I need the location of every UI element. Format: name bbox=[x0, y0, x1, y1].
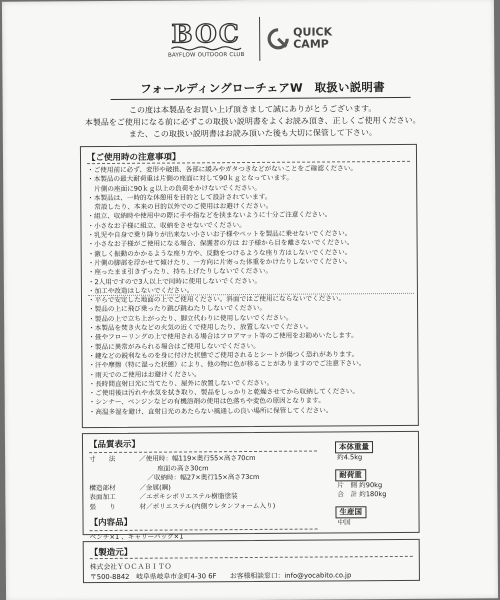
manufacturer-address: 〒500-8842 岐阜県岐阜市金町4-30 6F お客様相談窓口：info@yocabito.co.jp bbox=[89, 571, 352, 582]
usage-note-item: ・ご使用後は汚れや水気を拭き取り、製品をしっかりと乾燥させてから収納してください。 bbox=[88, 387, 360, 398]
usage-note-item: ・小さなお子様がご使用になる場合、保護者の方は お子様から目を離さないでください。 bbox=[87, 238, 354, 249]
quality-spec-list bbox=[89, 454, 319, 513]
usage-note-item: ・長時間直射日光に当てたり、屋外に放置しないでください。 bbox=[88, 378, 274, 388]
usage-note-item: ・本製品は、一時的な休憩用を目的として設計されています。 bbox=[87, 192, 272, 203]
usage-notes-box bbox=[80, 144, 419, 428]
quality-spec-value: ／収納時：幅27×奥行15×高さ73cm bbox=[147, 473, 260, 482]
usage-note-item: ・汗や摩擦（特に湿った状態）により、他の物に色が移ることがありますのでご注意下さい。 bbox=[88, 359, 366, 370]
quick-camp-logo bbox=[267, 26, 332, 50]
usage-note-item: ・加工や改造はしないでください。 bbox=[88, 285, 414, 297]
contents-heading: 【内容品】 bbox=[89, 517, 133, 528]
usage-note-item: ・座ったまま引きずったり、持ち上げたりしないでください。 bbox=[87, 267, 273, 277]
quality-spec-label: 張 り bbox=[89, 502, 116, 512]
usage-note-item: ・雨天でのご使用はお避けください。 bbox=[88, 369, 201, 379]
usage-note-item: ・乳児や自身で乗り降りが出来ない小さいお子様やペットを製品に乗せないでください。 bbox=[87, 229, 352, 240]
origin-tag: 生産国 bbox=[335, 506, 366, 518]
quick-camp-line2: CAMP bbox=[293, 37, 329, 51]
boc-logo-subtitle: BAYFLOW OUTDOOR CLUB bbox=[167, 51, 245, 59]
usage-note-item: ・平らで安定した地面の上でご使用ください。斜面ではご使用にならないでください。 bbox=[87, 294, 346, 305]
usage-note-item: ・高温多湿を避け、直射日光のあたらない風通しの良い場所に保管してください。 bbox=[88, 406, 333, 416]
intro-line: この度は本製品をお買い上げ頂きまして誠にありがとうございます。 bbox=[128, 104, 377, 115]
instruction-sheet bbox=[2, 0, 498, 600]
usage-note-item: ・製品の上に飛び乗ったり跳び跳ねたりしないでください。 bbox=[88, 304, 267, 314]
quality-spec-label: 構造部材 bbox=[89, 483, 116, 492]
manufacturer-heading: 【製造元】 bbox=[89, 547, 133, 559]
boc-logo bbox=[160, 20, 252, 58]
manufacturer-company: 株式会社ＹＯＣＡＢＩＴＯ bbox=[89, 562, 172, 572]
usage-note-item: 片側の座面に90ｋｇ以上の負荷をかけないでください。 bbox=[94, 183, 261, 193]
weight-value: 約4.5kg bbox=[337, 453, 363, 462]
intro-line: 本製品をご使用になる前に必ずこの取扱い説明書をよくお読み頂き、正しくご使用ください。 bbox=[84, 115, 421, 128]
usage-note-item: ・激しく振動のかかるような座り方や、反動をつけるような座り方はしないでください。 bbox=[87, 247, 352, 258]
quality-spec-value: ／エポキシポリエステル樹脂塗装 bbox=[139, 492, 238, 502]
quality-spec-value: 材／ポリエステル(内側ウレタンフォーム入り) bbox=[139, 501, 276, 511]
usage-note-item: ・2人用ですので3人以上で同時に使用しないでください。 bbox=[87, 276, 262, 286]
intro-line: また、この取扱い説明書はお読み頂いた後も大切に保管して下さい。 bbox=[128, 128, 377, 139]
quality-spec-label: 寸 法 bbox=[89, 454, 116, 464]
brand-logos bbox=[160, 7, 340, 70]
section-divider bbox=[90, 556, 413, 559]
quality-spec-value: ／金属(鋼) bbox=[139, 483, 171, 492]
load-total: 合 計 約180kg bbox=[337, 490, 387, 499]
usage-note-item: ・本製品の最大耐荷重は片側の座面に対して90ｋｇとなっています。 bbox=[87, 173, 293, 184]
contents-value: ベンチ×1 、キャリーバッグ×1 bbox=[89, 532, 184, 541]
usage-note-item: ・シンナー、ベンジンなどの有機溶剤の使用は色落ちや変色の原因となります。 bbox=[88, 396, 325, 407]
usage-note-item: ・鍵などの鋭利なものを身に付けた状態でご使用されるとシートが傷つく恐れがあります。 bbox=[88, 350, 359, 361]
quick-camp-q-icon bbox=[267, 28, 289, 50]
usage-note-item: 常設したり、本来の目的以外でのご使用はお避けください。 bbox=[94, 202, 273, 212]
document-title: フォールディングローチェアW 取扱い説明書 bbox=[140, 80, 385, 96]
weight-tag: 本体重量 bbox=[335, 441, 373, 453]
usage-note-item: ・本製品を焚き火などの火気の近くで使用したり、放置しないでください。 bbox=[88, 322, 313, 333]
usage-notes-heading: 【ご使用時の注意事項】 bbox=[86, 152, 181, 164]
usage-note-item: ・組立、収納時や使用中の際に手や指などを挟まないように十分ご注意ください。 bbox=[87, 210, 332, 221]
usage-note-item: ・製品に異常がみられる場合はご使用しないでください。 bbox=[88, 341, 260, 351]
usage-note-item: ・ご使用前に必ず、変形や破損、各部に緩みやガタつきなどがないことをご確認ください。 bbox=[87, 164, 357, 175]
intro-text bbox=[63, 103, 443, 142]
quality-label-box bbox=[82, 431, 420, 541]
section-divider bbox=[90, 528, 318, 531]
load-tag: 耐荷重 bbox=[335, 469, 366, 481]
quality-spec-label: 表面加工 bbox=[89, 493, 116, 502]
section-divider bbox=[89, 451, 317, 454]
manufacturer-box bbox=[83, 539, 420, 583]
boc-logo-text: BOC bbox=[171, 18, 241, 49]
usage-notes-list bbox=[87, 164, 415, 417]
load-one-side: 片 側 約90kg bbox=[337, 481, 383, 490]
quality-spec-value: ／使用時：幅119×奥行55×高さ70cm bbox=[139, 453, 256, 463]
quality-heading: 【品質表示】 bbox=[88, 439, 141, 451]
quick-camp-line1: QUICK bbox=[293, 25, 333, 39]
quality-spec-value: 座面の高さ30cm bbox=[157, 463, 209, 473]
origin-value: 中国 bbox=[337, 518, 351, 527]
quality-spec-row bbox=[89, 501, 319, 512]
title-underline bbox=[111, 97, 411, 100]
usage-note-item: ・小さなお子様に組立、収納をさせないでください。 bbox=[87, 220, 246, 230]
usage-note-item: ・畳やフローリングの上で使用される場合はフロアマット等のご使用をお勧めいたします。 bbox=[88, 331, 358, 342]
usage-note-item: ・製品の上で立ち上がったり、脚立代わりに使用しないでください。 bbox=[88, 313, 293, 323]
usage-note-item: ・片側の脚部を浮かせて傾けたり、一方向に片寄った体重をかけたりしないでください。 bbox=[87, 257, 352, 268]
logo-divider bbox=[259, 17, 260, 61]
